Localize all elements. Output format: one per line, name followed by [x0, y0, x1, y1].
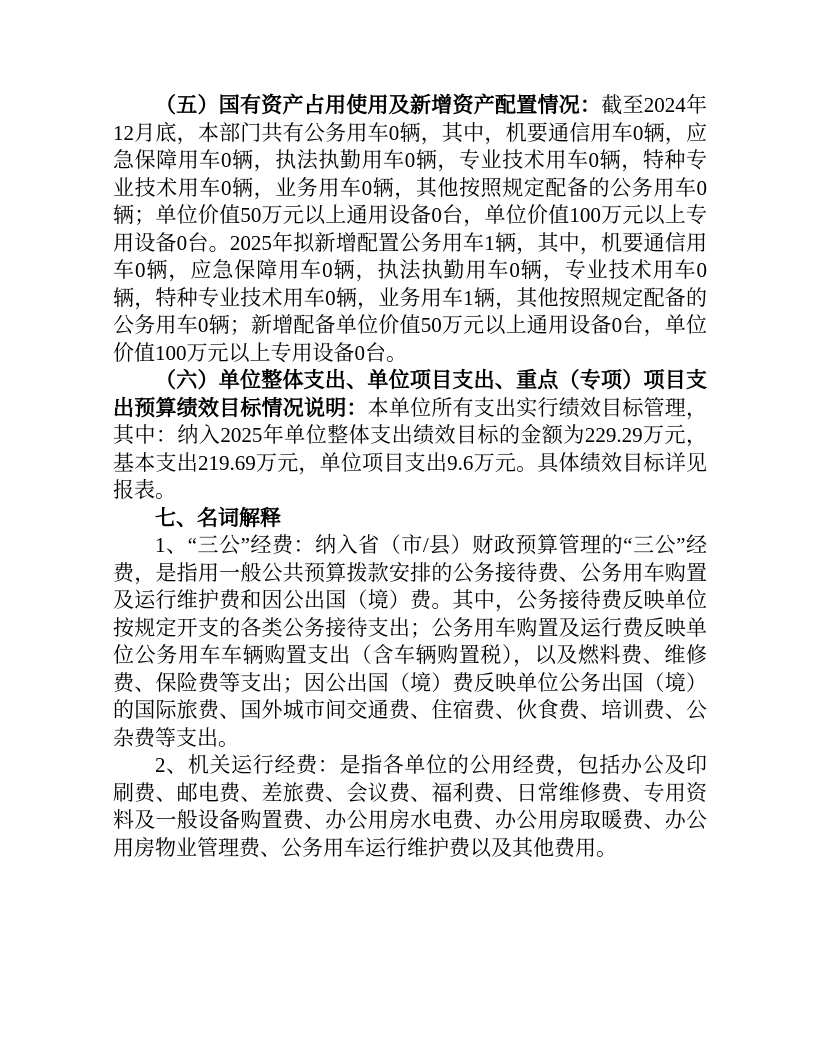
para-5-state-assets — [113, 92, 707, 367]
text-run: 七、名词解释 — [155, 505, 281, 530]
text-run: （五）国有资产占用使用及新增资产配置情况： — [155, 93, 602, 117]
document-body — [113, 92, 707, 862]
para-term-1-three-public-expenses — [113, 532, 707, 752]
text-run: 1、“三公”经费：纳入省（市/县）财政预算管理的“三公”经费，是指用一般公共预算拨款安排的公务接待费、公务用车购置及运行维护费和因公出国（境）费。其中，公务接待费反映单位按规定开支的各类公务接待支出；公务用车购置及运行费反映单位公务用车车辆购置支出（含车辆购置税），以及燃料费、维修费、保险费等支出；因公出国（境）费反映单位公务出国（境）的国际旅费、国外城市间交通费、住宿费、伙食费、培训费、公杂费等支出。 — [113, 533, 707, 750]
heading-7-glossary — [113, 505, 707, 533]
para-term-2-agency-operating-funds — [113, 752, 707, 862]
text-run: （六）单位整体支出、单位项目支出、重点（专项）项目支出预算绩效目标情况说明： — [113, 368, 707, 420]
text-run: 本单位所有支出实行绩效目标管理，其中：纳入2025年单位整体支出绩效目标的金额为229.29万元，基本支出219.69万元，单位项目支出9.6万元。具体绩效目标详见报表。 — [113, 395, 708, 502]
text-run: 2、机关运行经费：是指各单位的公用经费，包括办公及印刷费、邮电费、差旅费、会议费、福利费、日常维修费、专用资料及一般设备购置费、办公用房水电费、办公用房取暖费、办公用房物业管理费、公务用车运行维护费以及其他费用。 — [113, 753, 707, 860]
para-6-performance-targets — [113, 367, 707, 505]
text-run: 截至2024年12月底，本部门共有公务用车0辆，其中，机要通信用车0辆，应急保障用车0辆，执法执勤用车0辆，专业技术用车0辆，特种专业技术用车0辆，业务用车0辆，其他按照规定配备的公务用车0辆；单位价值50万元以上通用设备0台，单位价值100万元以上专用设备0台。2025年拟新增配置公务用车1辆，其中，机要通信用车0辆，应急保障用车0辆，执法执勤用车0辆，专业技术用车0辆，特种专业技术用车0辆，业务用车1辆，其他按照规定配备的公务用车0辆；新增配备单位价值50万元以上通用设备0台，单位价值100万元以上专用设备0台。 — [113, 93, 707, 365]
